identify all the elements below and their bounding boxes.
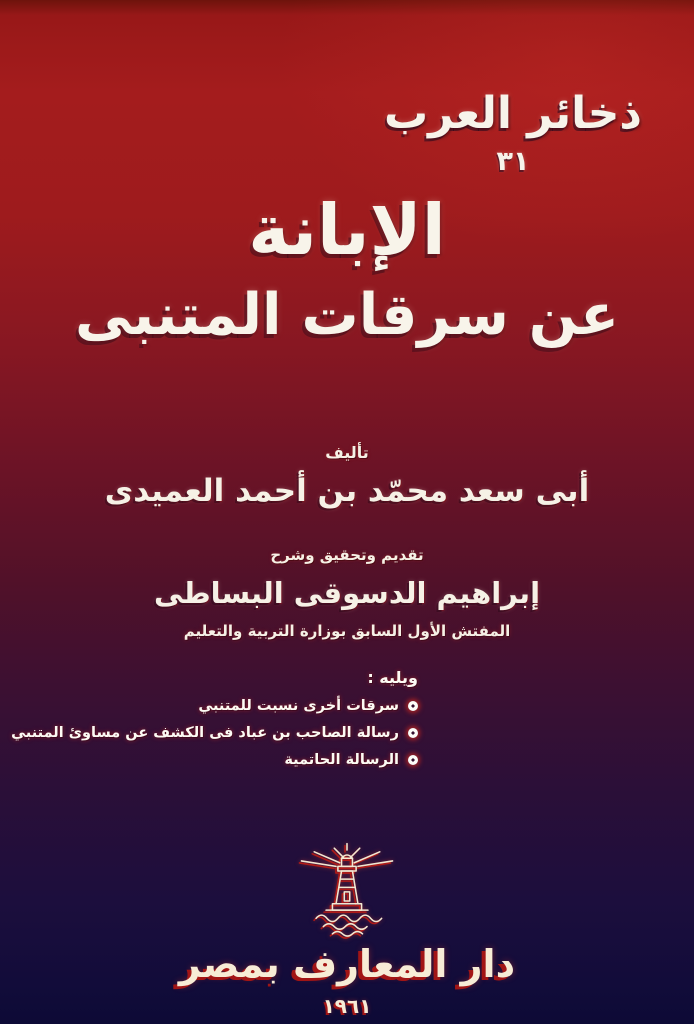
author-block [0, 443, 694, 509]
editor-role: المفتش الأول السابق بوزارة التربية والتعليم [183, 622, 511, 640]
appendix-title: الرسالة الحاتمية [284, 752, 399, 768]
series-number: ٣١ [496, 146, 530, 178]
editor-label: تقديم وتحقيق وشرح [270, 546, 424, 564]
publisher-block [0, 840, 694, 1018]
title-block [0, 189, 694, 348]
series-header [384, 90, 642, 177]
book-title-line-2: عن سرقات المتنبى [74, 281, 620, 348]
lighthouse-icon [288, 840, 406, 942]
circle-bullet-icon [408, 728, 418, 738]
publication-year: ١٩٦١ [322, 994, 372, 1018]
editor-block [0, 546, 694, 640]
circle-bullet-icon [408, 701, 418, 711]
appendix-title: رسالة الصاحب بن عباد فى الكشف عن مساوئ المتنبي [11, 725, 399, 741]
series-name: ذخائر العرب [383, 88, 642, 139]
circle-bullet-icon [408, 755, 418, 765]
list-item [50, 698, 418, 714]
book-title-line-1: الإبانة [248, 189, 446, 271]
author-label: تأليف [325, 443, 369, 462]
publisher-name: دار المعارف بمصر [178, 942, 516, 986]
appendix-title: سرقات أخرى نسبت للمتنبي [198, 698, 399, 714]
list-item [50, 752, 418, 768]
appendices-list [11, 668, 418, 768]
author-name: أبى سعد محمّد بن أحمد العميدى [104, 473, 590, 509]
list-item [11, 725, 418, 741]
editor-name: إبراهيم الدسوقى البساطى [153, 576, 541, 610]
appendices-label: ويليه : [367, 668, 418, 687]
